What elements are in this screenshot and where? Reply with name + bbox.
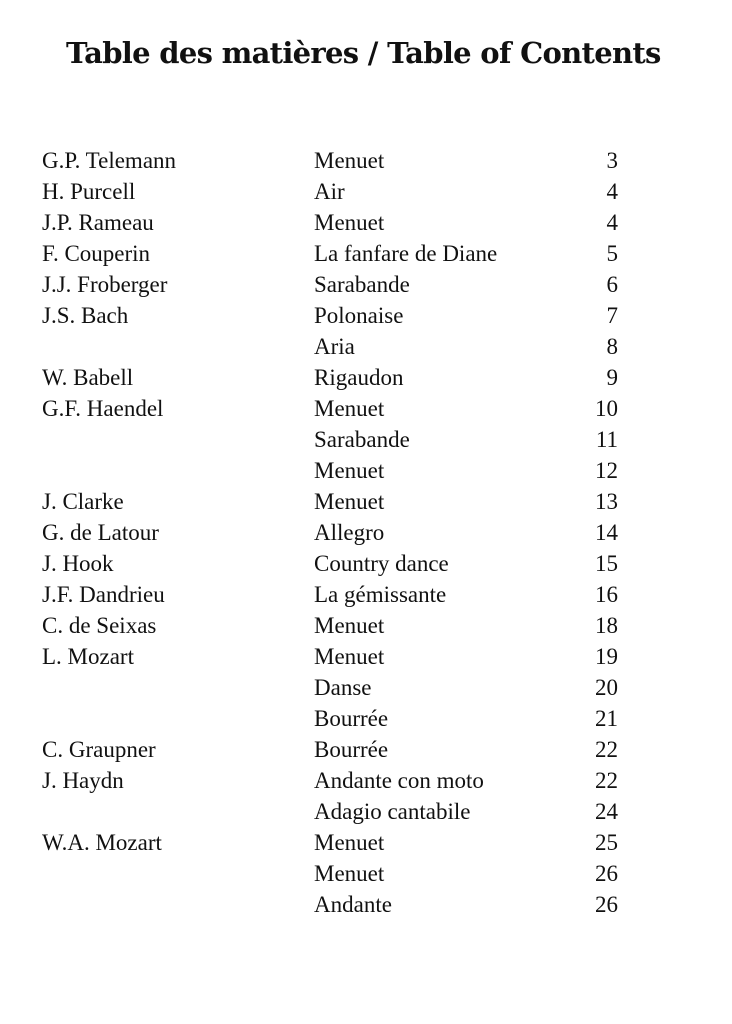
piece-title: Bourrée	[314, 737, 389, 762]
page-number: 19	[595, 644, 618, 669]
page-number: 14	[595, 520, 618, 545]
page-number: 18	[595, 613, 618, 638]
piece-title: Sarabande	[314, 427, 410, 452]
composer-name: J. Haydn	[42, 768, 124, 793]
toc-row	[42, 827, 622, 858]
page-number: 4	[606, 210, 618, 235]
page-number: 21	[595, 706, 618, 731]
page-number: 22	[595, 737, 618, 762]
page-number: 26	[595, 892, 618, 917]
page-number: 15	[595, 551, 618, 576]
toc-row	[42, 734, 622, 765]
composer-name: J. Hook	[42, 551, 114, 576]
page-number: 11	[595, 427, 618, 452]
toc-row	[42, 765, 622, 796]
piece-title: Adagio cantabile	[314, 799, 471, 824]
page-number: 13	[595, 489, 618, 514]
piece-title: La gémissante	[314, 582, 447, 607]
piece-title: Allegro	[314, 520, 385, 545]
page-number: 24	[595, 799, 618, 824]
toc-row	[42, 796, 622, 827]
piece-title: La fanfare de Diane	[314, 241, 498, 266]
piece-title: Country dance	[314, 551, 449, 576]
composer-name: J.S. Bach	[42, 303, 129, 328]
toc-row	[42, 393, 622, 424]
composer-name: L. Mozart	[42, 644, 134, 669]
piece-title: Polonaise	[314, 303, 404, 328]
toc-row	[42, 176, 622, 207]
piece-title: Bourrée	[314, 706, 389, 731]
toc-row	[42, 486, 622, 517]
toc-row	[42, 672, 622, 703]
toc-row	[42, 362, 622, 393]
piece-title: Menuet	[314, 148, 385, 173]
toc-row	[42, 703, 622, 734]
piece-title: Menuet	[314, 489, 385, 514]
page-number: 9	[606, 365, 618, 390]
toc-row	[42, 889, 622, 920]
piece-title: Sarabande	[314, 272, 410, 297]
composer-name: G.F. Haendel	[42, 396, 164, 421]
page-number: 10	[595, 396, 618, 421]
page-number: 6	[606, 272, 618, 297]
toc-row	[42, 455, 622, 486]
piece-title: Menuet	[314, 830, 385, 855]
toc-row	[42, 300, 622, 331]
piece-title: Andante con moto	[314, 768, 484, 793]
composer-name: F. Couperin	[42, 241, 151, 266]
page-number: 25	[595, 830, 618, 855]
piece-title: Andante	[314, 892, 392, 917]
piece-title: Danse	[314, 675, 372, 700]
toc-row	[42, 207, 622, 238]
toc-row	[42, 610, 622, 641]
page-number: 4	[606, 179, 618, 204]
toc-row	[42, 424, 622, 455]
page-number: 3	[606, 148, 618, 173]
composer-name: J.P. Rameau	[42, 210, 154, 235]
page-number: 8	[606, 334, 618, 359]
toc-row	[42, 331, 622, 362]
piece-title: Menuet	[314, 613, 385, 638]
page-number: 5	[606, 241, 618, 266]
composer-name: C. Graupner	[42, 737, 156, 762]
composer-name: J.F. Dandrieu	[42, 582, 165, 607]
composer-name: J. Clarke	[42, 489, 124, 514]
composer-name: C. de Seixas	[42, 613, 157, 638]
table-of-contents	[42, 145, 622, 920]
toc-row	[42, 579, 622, 610]
composer-name: W. Babell	[42, 365, 134, 390]
toc-row	[42, 145, 622, 176]
composer-name: G. de Latour	[42, 520, 159, 545]
toc-row	[42, 517, 622, 548]
piece-title: Rigaudon	[314, 365, 404, 390]
composer-name: G.P. Telemann	[42, 148, 177, 173]
toc-row	[42, 548, 622, 579]
toc-row	[42, 238, 622, 269]
piece-title: Air	[314, 179, 345, 204]
piece-title: Menuet	[314, 396, 385, 421]
composer-name: J.J. Froberger	[42, 272, 168, 297]
page-title: Table des matières / Table of Contents	[66, 36, 661, 70]
page-number: 22	[595, 768, 618, 793]
page-number: 7	[606, 303, 618, 328]
piece-title: Menuet	[314, 210, 385, 235]
toc-row	[42, 641, 622, 672]
piece-title: Menuet	[314, 644, 385, 669]
toc-row	[42, 269, 622, 300]
piece-title: Menuet	[314, 458, 385, 483]
page-number: 16	[595, 582, 618, 607]
composer-name: W.A. Mozart	[42, 830, 162, 855]
page-number: 26	[595, 861, 618, 886]
piece-title: Menuet	[314, 861, 385, 886]
page-number: 12	[595, 458, 618, 483]
piece-title: Aria	[314, 334, 355, 359]
page-number: 20	[595, 675, 618, 700]
composer-name: H. Purcell	[42, 179, 136, 204]
toc-row	[42, 858, 622, 889]
